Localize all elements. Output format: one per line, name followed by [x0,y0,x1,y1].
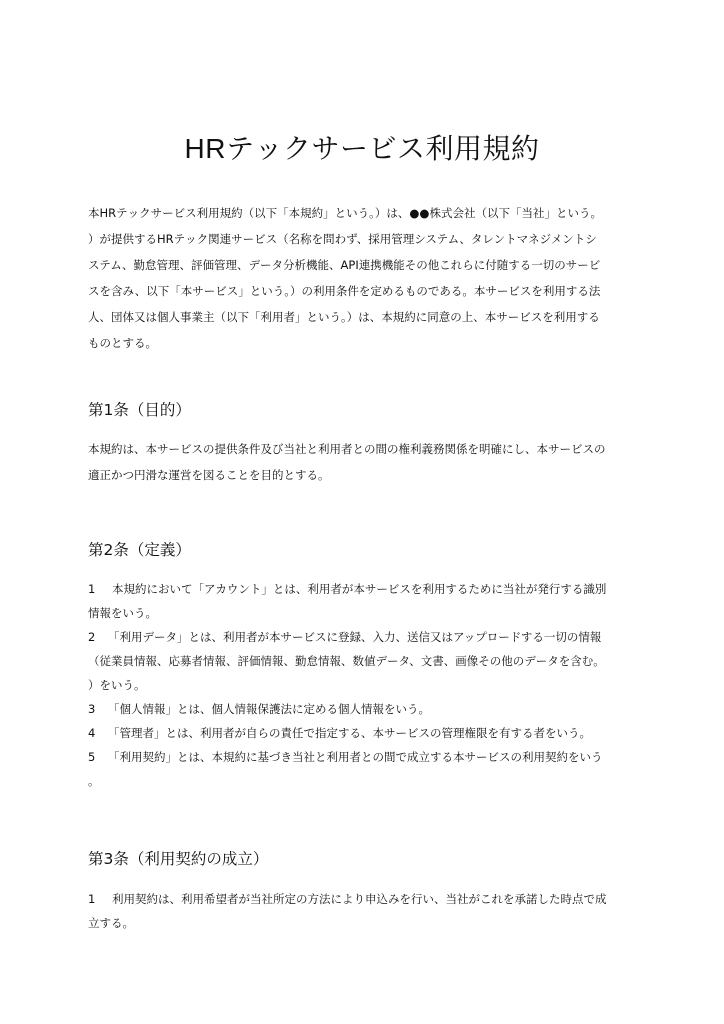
clause-item-continuation: 立する。 [88,916,134,930]
definition-item-continuation: ）をいう。 [88,678,146,692]
preamble-line: 本HRテックサービス利用規約（以下「本規約」という。）は、●●株式会社（以下「当社」という。 [88,206,602,220]
item-number: 1 [88,582,96,596]
definition-item-3: 3 「個人情報」とは、個人情報保護法に定める個人情報をいう。 [88,696,648,720]
definition-item-continuation: 。 [88,774,100,788]
definition-item-5: 5 「利用契約」とは、本規約に基づき当社と利用者との間で成立する本サービスの利用契約をいう [88,744,648,768]
document-title: HRテックサービス利用規約 [184,132,540,164]
definition-item-continuation: 情報をいう。 [88,606,157,620]
preamble-paragraph [88,200,648,356]
article-1-body [88,436,648,488]
article-3-body [88,886,648,934]
item-number: 2 [88,630,96,644]
article-2-heading: 第2条（定義） [88,541,191,559]
preamble-line: ステム、勤怠管理、評価管理、データ分析機能、API連携機能その他これらに付随する一切のサービ [88,258,601,272]
article-2-body [88,576,648,792]
definition-item-1: 1 本規約において「アカウント」とは、利用者が本サービスを利用するために当社が発行する識別 [88,576,648,600]
item-number: 1 [88,892,96,906]
definition-item-4: 4 「管理者」とは、利用者が自らの責任で指定する、本サービスの管理権限を有する者をいう。 [88,720,648,744]
article-1-heading: 第1条（目的） [88,401,191,419]
definition-item-2: 2 「利用データ」とは、利用者が本サービスに登録、入力、送信又はアップロードする一切の情報 [88,624,648,648]
preamble-line: スを含み、以下「本サービス」という。）の利用条件を定めるものである。本サービスを利用する法 [88,284,601,298]
item-number: 5 [88,750,96,764]
preamble-line: ）が提供するHRテック関連サービス（名称を問わず、採用管理システム、タレントマネジメントシ [88,232,597,246]
clause-item-1: 1 利用契約は、利用希望者が当社所定の方法により申込みを行い、当社がこれを承諾した時点で成 [88,886,648,910]
article-line: 本規約は、本サービスの提供条件及び当社と利用者との間の権利義務関係を明確にし、本サービスの [88,442,606,456]
preamble-line: 人、団体又は個人事業主（以下「利用者」という。）は、本規約に同意の上、本サービスを利用する [88,310,600,324]
preamble-line: ものとする。 [88,336,157,350]
article-3-heading: 第3条（利用契約の成立） [88,850,269,868]
article-line: 適正かつ円滑な運営を図ることを目的とする。 [88,468,330,482]
item-number: 3 [88,702,96,716]
definition-item-continuation: （従業員情報、応募者情報、評価情報、勤怠情報、数値データ、文書、画像その他のデータを含む。 [88,654,605,668]
item-number: 4 [88,726,96,740]
